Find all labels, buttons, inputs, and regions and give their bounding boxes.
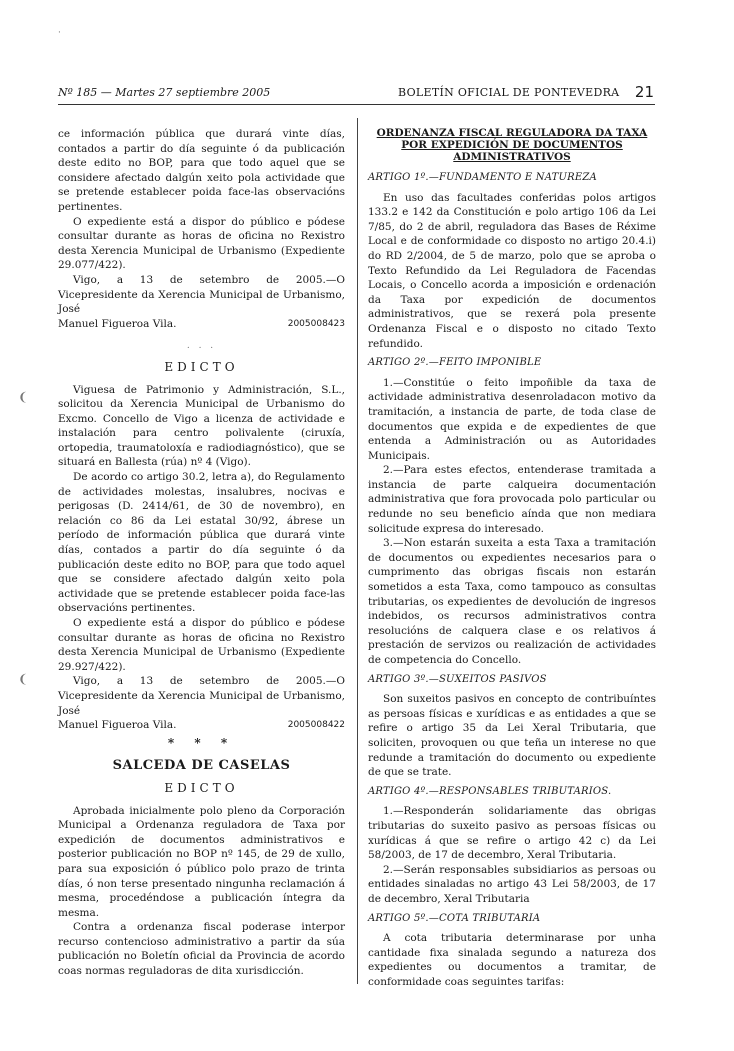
article-heading: ARTIGO 4º.—RESPONSABLES TRIBUTARIOS.	[368, 785, 612, 797]
header-rule	[58, 104, 655, 105]
page-header	[58, 83, 654, 102]
paragraph: 1.—Constitúe o feito impoñible da taxa de actividade administrativa desenroladacon motivo da tramitación, a instancia de parte, de toda clase de documentos que expida e de expedientes de que entenda a Administración ou as Autoridades Municipais.	[368, 376, 656, 462]
paragraph: En uso das facultades conferidas polos artigos 133.2 e 142 da Constitución e polo artigo 106 da Lei 7/85, do 2 de abril, reguladora das Bases de Réxime Local e de conformidade co disposto no artigo 20.4.i) do RD 2/2004, de 5 de marzo, polo que se aproba o Texto Refundido da Lei Reguladora de Facendas Locais, o Concello acorda a imposición e ordenación da Taxa por expedición de documentos administrativos, que se rexerá pola presente Ordenanza Fiscal e o disposto no citado Texto refundido.	[368, 191, 656, 350]
article-heading: ARTIGO 1º.—FUNDAMENTO E NATUREZA	[368, 172, 597, 183]
scan-artifact: ❨	[18, 390, 29, 404]
article-heading: ARTIGO 3º.—SUXEITOS PASIVOS	[368, 673, 547, 685]
separator-dots: . . .	[186, 341, 217, 352]
paragraph: Vigo, a 13 de setembro de 2005.—O Vicepresidente da Xerencia Municipal de Urbanismo, José	[58, 675, 345, 717]
separator-stars: * * *	[167, 735, 236, 750]
paragraph: Viguesa de Patrimonio y Administración, S.L., solicitou da Xerencia Municipal de Urbanismo do Excmo. Concello de Vigo a licenza de actividade e instalación para centro polivalente (ciruxía, ortopedia, traumatoloxía e radiodiagnóstico), que se situará en Ballesta (rúa) nº 4 (Vigo).	[58, 383, 345, 469]
paragraph: 3.—Non estarán suxeita a esta Taxa a tramitación de documentos ou expedientes necesarios para o cumprimento das obrigas fiscais non estarán sometidos a esta Taxa, como tampouco as consultas tributarias, os expedientes de devolución de ingresos indebidos, os recursos administrativos contra resolucións de calquera clase e os relativos á prestación de servizos ou realización de actividades de competencia do Concello.	[368, 537, 656, 666]
paragraph: A cota tributaria determinarase por unha cantidade fixa sinalada segundo a natureza dos expedientes ou documentos a tramitar, de conformidade coas seguintes tarifas:	[368, 932, 656, 988]
edicto-title: EDICTO	[164, 359, 239, 374]
signature-line	[58, 317, 345, 332]
scan-speck: ·	[58, 28, 61, 38]
signatory-name: Manuel Figueroa Vila.	[58, 719, 177, 732]
paragraph: Son suxeitos pasivos en concepto de contribuíntes as persoas físicas e xurídicas e as entidades a que se refire o artigo 35 da Lei Xeral Tributaria, que soliciten, provoquen ou que teña un interese no que redunde a tramitación do documento ou expediente de que se trate.	[368, 693, 656, 779]
ordinance-title: ORDENANZA FISCAL REGULADORA DA TAXA POR EXPEDICIÓN DE DOCUMENTOS ADMINISTRATIVOS	[376, 127, 648, 163]
article-heading: ARTIGO 2º.—FEITO IMPONIBLE	[368, 357, 542, 369]
paragraph: O expediente está a dispor do público e pódese consultar durante as horas de oficina no Rexistro desta Xerencia Municipal de Urbanismo (Expediente 29.927/422).	[58, 617, 345, 673]
issue-date: Nº 185 — Martes 27 septiembre 2005	[58, 86, 271, 99]
signature-line	[58, 718, 345, 733]
left-column	[58, 127, 345, 979]
column-divider	[357, 118, 358, 984]
paragraph: Aprobada inicialmente polo pleno da Corporación Municipal a Ordenanza reguladora de Taxa por expedición de documentos administrativos e posterior publicación no BOP nº 145, de 29 de xullo, para sua exposición ó público polo prazo de trinta días, ó non terse presentado ningunha reclamación á mesma, procedéndose a publicación íntegra da mesma.	[58, 804, 345, 919]
document-code: 2005008423	[287, 318, 345, 329]
document-code: 2005008422	[287, 720, 345, 731]
scan-artifact: ❨	[18, 672, 29, 686]
paragraph: O expediente está a dispor do público e pódese consultar durante as horas de oficina no Rexistro desta Xerencia Municipal de Urbanismo (Expediente 29.077/422).	[58, 215, 345, 272]
publication-name: BOLETÍN OFICIAL DE PONTEVEDRA	[398, 86, 620, 99]
paragraph: Vigo, a 13 de setembro de 2005.—O Vicepresidente da Xerencia Municipal de Urbanismo, José	[58, 273, 345, 316]
paragraph: 1.—Responderán solidariamente das obrigas tributarias do suxeito pasivo as persoas físicas ou xurídicas á que se refire o artigo 42 c) da Lei 58/2003, de 17 de decembro, Xeral Tributaria.	[368, 805, 656, 862]
paragraph: 2.—Serán responsables subsidiarios as persoas ou entidades sinaladas no artigo 43 Lei 58/2003, de 17 de decembro, Xeral Tributaria	[368, 863, 656, 905]
right-column	[368, 127, 656, 989]
page-number: 21	[634, 83, 654, 101]
paragraph: ce información pública que durará vinte días, contados a partir do día seguinte ó da publicación deste edito no BOP, para que todo aquel que se considere afectado dalgún xeito pola actividade que se pretende establecer poida face-las observacións pertinentes.	[58, 128, 345, 213]
edicto-title: EDICTO	[164, 780, 239, 795]
paragraph: 2.—Para estes efectos, entenderase tramitada a instancia de parte calqueira documentación administrativa que fora provocada polo particular ou redunde no seu beneficio aínda que non mediara solicitude expresa do interesado.	[368, 464, 656, 535]
signatory-name: Manuel Figueroa Vila.	[58, 317, 177, 330]
article-heading: ARTIGO 5º.—COTA TRIBUTARIA	[368, 912, 541, 924]
paragraph: De acordo co artigo 30.2, letra a), do Regulamento de actividades molestas, insalubres, nocivas e perigosas (D. 2414/61, de 30 de novembro), en relación co 86 da Lei estatal 30/92, ábrese un período de información pública que durará vinte días, contados a partir do día seguinte ó da publicación deste edito no BOP, para que todo aquel que se considere afectado dalgún xeito pola actividade que se pretende establecer poida face-las observacións pertinentes.	[58, 471, 345, 615]
paragraph: Contra a ordenanza fiscal poderase interpor recurso contencioso administrativo a partir da súa publicación no Boletín oficial da Provincia de acordo coas normas reguladoras de dita xurisdicción.	[58, 921, 345, 978]
municipality-title: SALCEDA DE CASELAS	[112, 758, 291, 774]
